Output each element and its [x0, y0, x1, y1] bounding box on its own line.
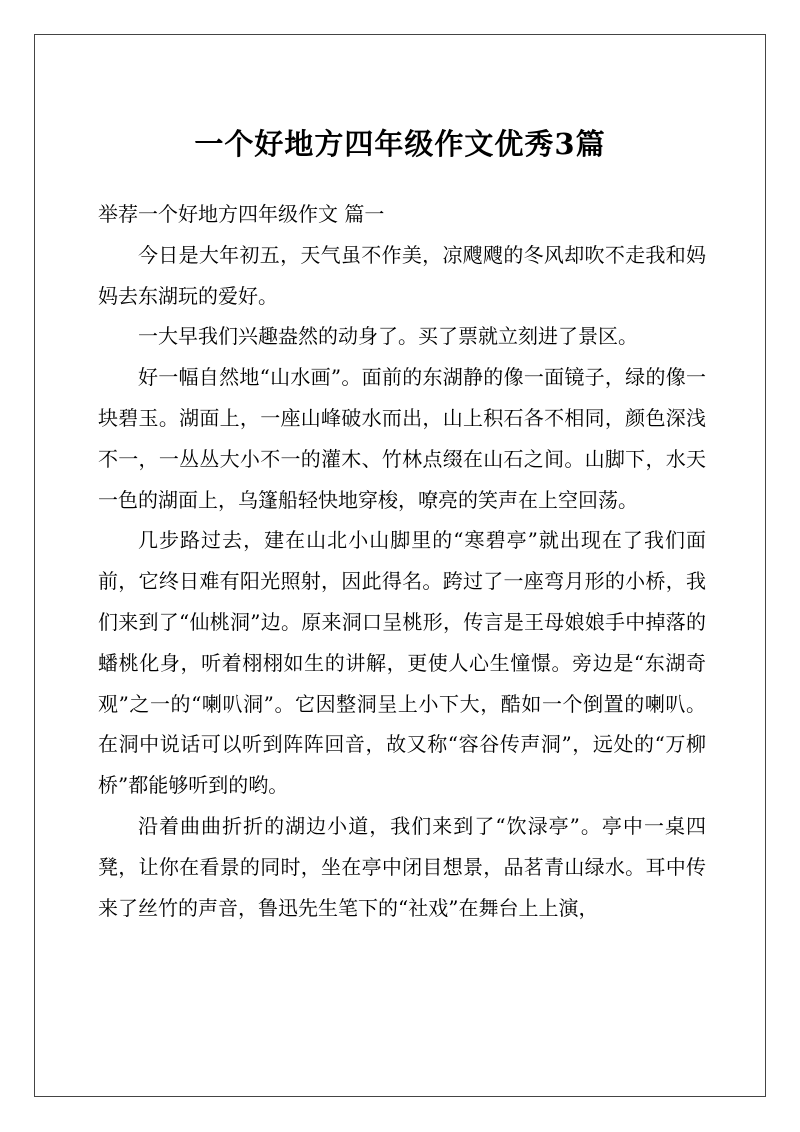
paragraph-1: 今日是大年初五，天气虽不作美，凉飕飕的冬风却吹不走我和妈妈去东湖玩的爱好。 — [98, 242, 706, 308]
section-heading: 举荐一个好地方四年级作文 篇一 — [98, 202, 385, 226]
paragraph-4: 几步路过去，建在山北小山脚里的“寒碧亭”就出现在了我们面前，它终日难有阳光照射，因此得名。跨过了一座弯月形的小桥，我们来到了“仙桃洞”边。原来洞口呈桃形，传言是王母娘娘手中掉落的蟠桃化身，听着栩栩如生的讲解，更使人心生憧憬。旁边是“东湖奇观”之一的“喇叭洞”。它因整洞呈上小下大，酷如一个倒置的喇叭。在洞中说话可以听到阵阵回音，故又称“容谷传声洞”，远处的“万柳桥”都能够听到的哟。 — [98, 528, 706, 798]
paragraph-5: 沿着曲曲折折的湖边小道，我们来到了“饮渌亭”。亭中一桌四凳，让你在看景的同时，坐在亭中闭目想景，品茗青山绿水。耳中传来了丝竹的声音，鲁迅先生笔下的“社戏”在舞台上上演， — [98, 813, 706, 920]
document-body — [98, 194, 706, 928]
document-title: 一个好地方四年级作文优秀3篇 — [194, 127, 606, 161]
paragraph-2: 一大早我们兴趣盎然的动身了。买了票就立刻进了景区。 — [138, 324, 638, 349]
paragraph-3: 好一幅自然地“山水画”。面前的东湖静的像一面镜子，绿的像一块碧玉。湖面上，一座山峰破水而出，山上积石各不相同，颜色深浅不一，一丛丛大小不一的灌木、竹林点缀在山石之间。山脚下，水天一色的湖面上，乌篷船轻快地穿梭，嘹亮的笑声在上空回荡。 — [98, 365, 706, 512]
